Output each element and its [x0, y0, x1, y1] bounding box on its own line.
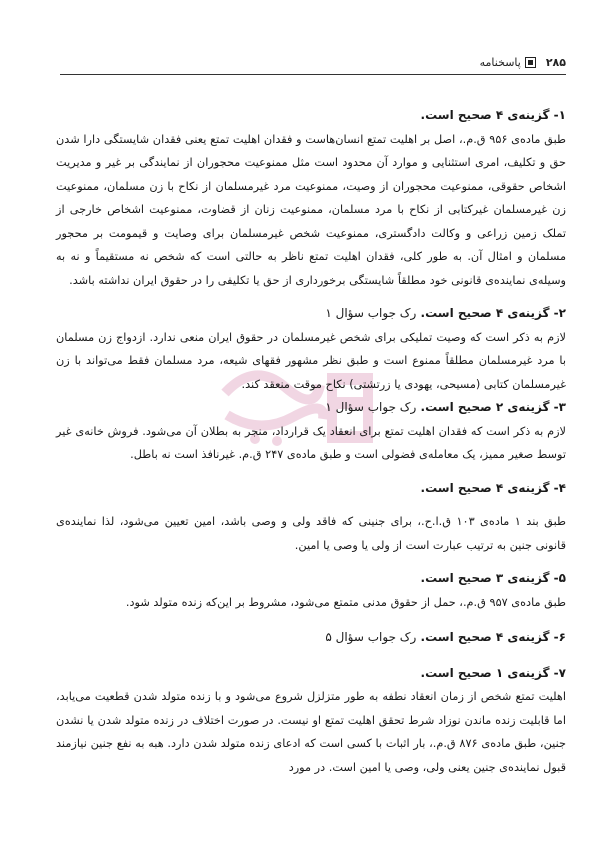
- page-number: ۲۸۵: [545, 55, 566, 69]
- square-bullet-icon: [525, 57, 536, 68]
- answer-text: طبق بند ۱ ماده‌ی ۱۰۳ ق.ا.ح.، برای جنینی که فاقد ولی و وصی باشد، امین تعیین می‌شود، لذا نماینده‌ی قانونی جنین به ترتیب عبارت است از ولی یا وصی یا امین.: [56, 515, 566, 552]
- answer-heading: ۷- گزینه‌ی ۱ صحیح است.: [420, 665, 566, 680]
- answer-text: لازم به ذکر است که وصیت تملیکی برای شخص غیرمسلمان در حقوق ایران منعی ندارد. ازدواج زن مسلمان با مرد غیرمسلمان مطلقاً ممنوع است و طبق نظر مشهور فقهای شیعه، مرد مسلمان فقط می‌تواند با زن غیرمسلمان کتابی (مسیحی، یهودی یا زرتشتی) نکاح موقت منعقد کند.: [56, 330, 566, 391]
- cross-reference: رک جواب سؤال ۱: [325, 306, 417, 320]
- answer-heading: ۳- گزینه‌ی ۲ صحیح است. رک جواب سؤال ۱: [325, 400, 566, 414]
- header-divider: [60, 74, 566, 75]
- answer-text: طبق ماده‌ی ۹۵۶ ق.م.، اصل بر اهلیت تمتع انسان‌هاست و فقدان اهلیت تمتع یعنی فقدان شایستگی دارا شدن حق و تکلیف، امری استثنایی و موارد آن محدود است مثل ممنوعیت محجوران از نمایندگی بر غیر و مدیریت اشخاص حقوقی، ممنوعیت محجوران از وصیت، ممنوعیت مرد غیرمسلمان از نکاح با زن مسلمان، ممنوعیت زن غیرمسلمان غیرکتابی از نکاح با مرد مسلمان، ممنوعیت زنان از قضاوت، ممنوعیت اشخاص خارجی از تملک زمین زراعی و وکالت دادگستری، ممنوعیت شخص غیرمسلمان برای وصایت و قیمومت بر محجور مسلمان و امثال آن. به طور کلی، فقدان اهلیت تمتع ناظر به حالتی است که شخص نه مستقیماً و نه به وسیله‌ی نماینده‌ی قانونی خود مطلقاً شایستگی برخورداری از حق یا تکلیفی را در حقوق ایران نداشته باشد.: [56, 132, 566, 287]
- cross-reference: رک جواب سؤال ۱: [325, 400, 417, 414]
- answer-text: اهلیت تمتع شخص از زمان انعقاد نطفه به طور متزلزل شروع می‌شود و با زنده متولد شدن قطعیت می‌یابد، اما قابلیت زنده ماندن نوزاد شرط تحقق اهلیت تمتع او نیست. در صورت اختلاف در زنده متولد شدن یا نشدن جنین، طبق ماده‌ی ۸۷۶ ق.م.، بار اثبات با کسی است که ادعای زنده متولد شدن دارد. هبه به نفع جنین نیازمند قبول نماینده‌ی جنین یعنی ولی، وصی یا امین است. در مورد: [56, 690, 566, 774]
- answers-body: [56, 104, 566, 779]
- answer-heading: ۲- گزینه‌ی ۴ صحیح است. رک جواب سؤال ۱: [325, 306, 566, 320]
- answer-text: لازم به ذکر است که فقدان اهلیت تمتع برای انعقاد یک قرارداد، منجر به بطلان آن می‌شود. فروش خانه‌ی غیر توسط صغیر ممیز، یک معامله‌ی فضولی است و طبق ماده‌ی ۲۴۷ ق.م. غیرنافذ است نه باطل.: [56, 424, 566, 461]
- answer-text: طبق ماده‌ی ۹۵۷ ق.م.، حمل از حقوق مدنی متمتع می‌شود، مشروط بر این‌که زنده متولد شود.: [125, 595, 566, 609]
- answer-heading: ۱- گزینه‌ی ۴ صحیح است.: [420, 108, 566, 122]
- answer-heading: ۴- گزینه‌ی ۴ صحیح است.: [420, 480, 566, 495]
- cross-reference: رک جواب سؤال ۵: [325, 630, 417, 644]
- answer-heading: ۵- گزینه‌ی ۳ صحیح است.: [420, 571, 566, 585]
- running-header: [60, 52, 566, 72]
- section-title: پاسخنامه: [479, 55, 521, 69]
- answer-heading: ۶- گزینه‌ی ۴ صحیح است. رک جواب سؤال ۵: [325, 630, 566, 644]
